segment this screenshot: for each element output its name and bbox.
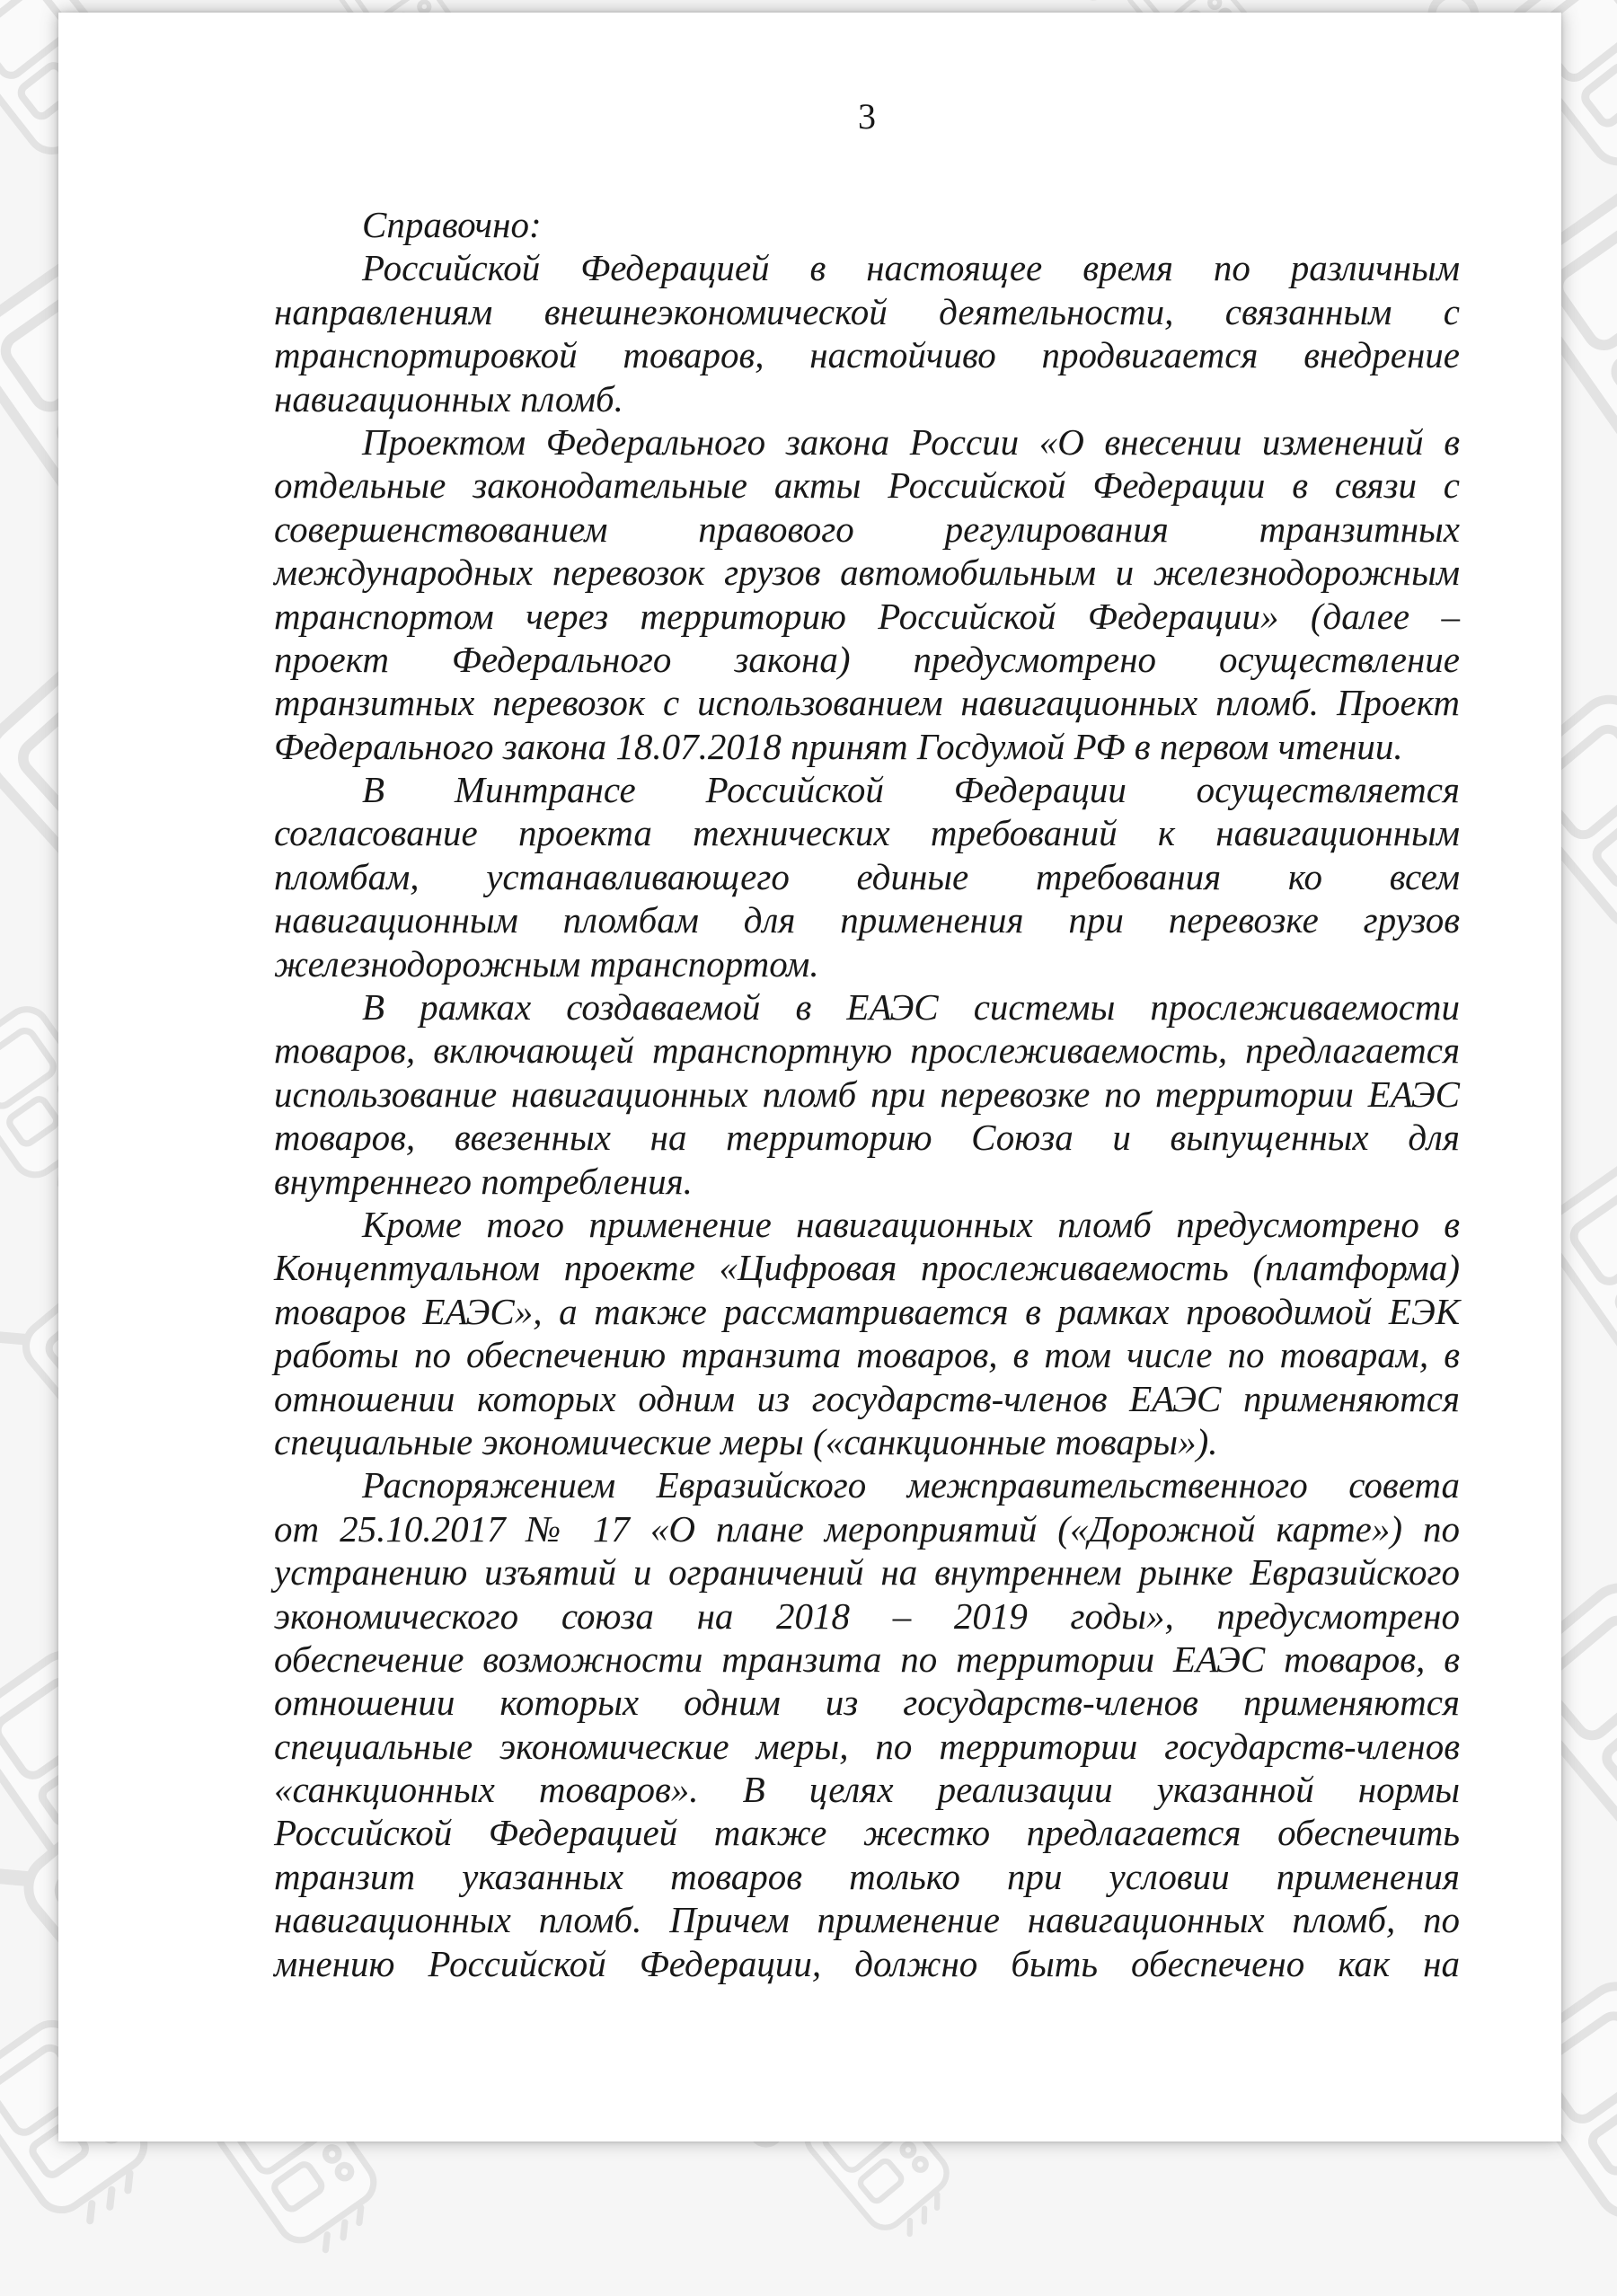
document-line: Российской Федерацией в настоящее время по различным <box>362 247 1460 289</box>
document-line: специальные экономические меры («санкционные товары»). <box>274 1420 1218 1462</box>
document-line: товаров ЕАЭС», а также рассматривается в рамках проводимой ЕЭК <box>274 1290 1460 1332</box>
document-line: транзитных перевозок с использованием навигационных пломб. Проект <box>274 682 1460 724</box>
document-body <box>274 203 1460 1985</box>
document-line: железнодорожным транспортом. <box>274 942 819 985</box>
document-line: специальные экономические меры, по территории государств-членов <box>274 1725 1460 1767</box>
document-line: совершенствованием правового регулирования транзитных <box>274 508 1460 550</box>
document-line: экономического союза на 2018 – 2019 годы», предусмотрено <box>274 1594 1460 1637</box>
document-line: В Минтрансе Российской Федерации осуществляется <box>362 769 1460 811</box>
document-line: согласование проекта технических требований к навигационным <box>274 812 1460 854</box>
document-line: В рамках создаваемой в ЕАЭС системы прослеживаемости <box>362 986 1460 1029</box>
document-line: от 25.10.2017 № 17 «О плане мероприятий («Дорожной карте») по <box>274 1507 1460 1550</box>
paragraph <box>274 1463 1460 1985</box>
paragraph <box>274 203 1460 246</box>
document-line: внутреннего потребления. <box>274 1160 693 1202</box>
document-line: использование навигационных пломб при перевозке по территории ЕАЭС <box>274 1073 1460 1115</box>
document-line: товаров, включающей транспортную прослеживаемость, предлагается <box>274 1029 1460 1072</box>
paragraph <box>274 985 1460 1203</box>
document-line: навигационных пломб. Причем применение навигационных пломб, по <box>274 1899 1460 1941</box>
document-line: обеспечение возможности транзита по территории ЕАЭС товаров, в <box>274 1638 1460 1680</box>
document-line: «санкционных товаров». В целях реализации указанной нормы <box>274 1769 1460 1811</box>
document-line: навигационным пломбам для применения при перевозке грузов <box>274 899 1460 941</box>
document-line: товаров, ввезенных на территорию Союза и выпущенных для <box>274 1117 1460 1159</box>
document-page <box>58 13 1561 2141</box>
document-line: транспортировкой товаров, настойчиво продвигается внедрение <box>274 334 1460 376</box>
document-line: проект Федерального закона) предусмотрено осуществление <box>274 638 1460 680</box>
document-line: транспортом через территорию Российской Федерации» (далее – <box>274 595 1460 637</box>
document-line: работы по обеспечению транзита товаров, в том числе по товарам, в <box>274 1334 1460 1376</box>
document-line: Федерального закона 18.07.2018 принят Госдумой РФ в первом чтении. <box>274 725 1403 767</box>
document-line: отношении которых одним из государств-членов ЕАЭС применяются <box>274 1377 1460 1419</box>
document-line: Российской Федерацией также жестко предлагается обеспечить <box>274 1812 1460 1854</box>
paragraph <box>274 1203 1460 1463</box>
paragraph <box>274 768 1460 985</box>
document-line: Справочно: <box>362 204 542 245</box>
document-line: международных перевозок грузов автомобильным и железнодорожным <box>274 552 1460 594</box>
document-line: отдельные законодательные акты Российской Федерации в связи с <box>274 464 1460 507</box>
document-line: Концептуальном проекте «Цифровая прослеживаемость (платформа) <box>274 1247 1460 1289</box>
document-line: навигационных пломб. <box>274 377 623 419</box>
document-line: Проектом Федерального закона России «О внесении изменений в <box>362 420 1460 463</box>
document-line: Распоряжением Евразийского межправительственного совета <box>362 1464 1460 1506</box>
document-line: транзит указанных товаров только при условии применения <box>274 1855 1460 1897</box>
document-line: устранению изъятий и ограничений на внутреннем рынке Евразийского <box>274 1551 1460 1594</box>
paragraph <box>274 420 1460 768</box>
paragraph <box>274 246 1460 420</box>
page-number: 3 <box>858 96 876 137</box>
document-line: отношении которых одним из государств-членов применяются <box>274 1682 1460 1724</box>
document-line: мнению Российской Федерации, должно быть обеспечено как на <box>274 1942 1460 1984</box>
document-line: пломбам, устанавливающего единые требования ко всем <box>274 855 1460 897</box>
document-line: направлениям внешнеэкономической деятельности, связанным с <box>274 290 1460 332</box>
document-line: Кроме того применение навигационных пломб предусмотрено в <box>362 1203 1460 1245</box>
